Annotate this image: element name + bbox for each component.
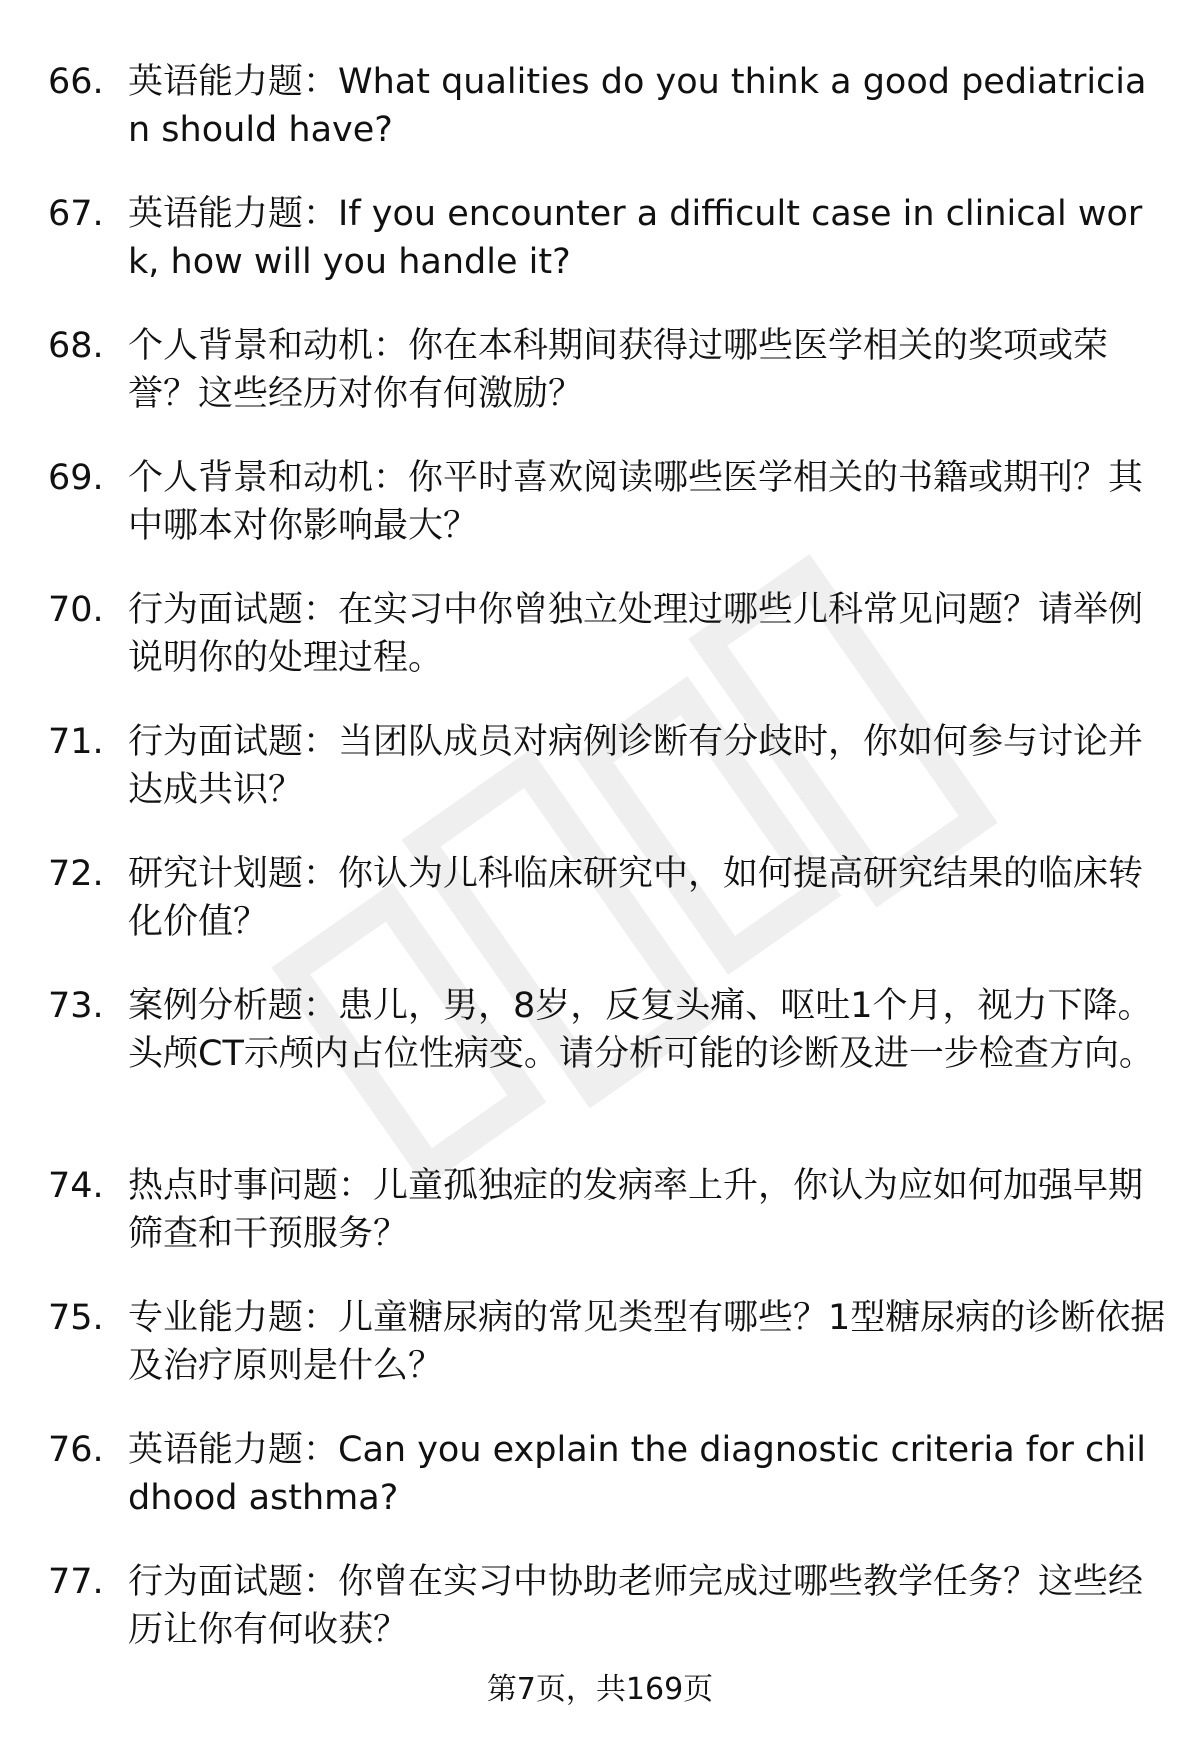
question-number: 72. xyxy=(48,854,104,894)
question-item xyxy=(48,454,1168,550)
question-item xyxy=(48,1162,1168,1258)
page-footer: 第7页，共169页 xyxy=(486,1672,714,1707)
question-number: 73. xyxy=(48,986,104,1026)
question-item xyxy=(48,850,1168,946)
question-item xyxy=(48,322,1168,418)
question-item xyxy=(48,982,1168,1126)
question-text: 专业能力题：儿童糖尿病的常见类型有哪些？1型糖尿病的诊断依据及治疗原则是什么？ xyxy=(128,1298,1166,1386)
question-number: 68. xyxy=(48,326,104,366)
question-item xyxy=(48,718,1168,814)
question-text: 个人背景和动机：你平时喜欢阅读哪些医学相关的书籍或期刊？其中哪本对你影响最大？ xyxy=(128,458,1144,546)
question-text: 研究计划题：你认为儿科临床研究中，如何提高研究结果的临床转化价值？ xyxy=(128,854,1144,942)
question-item xyxy=(48,1426,1168,1522)
question-text: 案例分析题：患儿，男，8岁，反复头痛、呕吐1个月，视力下降。头颅CT示颅内占位性病变。请分析可能的诊断及进一步检查方向。 xyxy=(128,986,1154,1074)
question-text: 行为面试题：在实习中你曾独立处理过哪些儿科常见问题？请举例说明你的处理过程。 xyxy=(128,590,1144,678)
question-item xyxy=(48,58,1168,154)
question-number: 77. xyxy=(48,1562,104,1602)
question-item xyxy=(48,586,1168,682)
question-number: 75. xyxy=(48,1298,104,1338)
question-text: 热点时事问题：儿童孤独症的发病率上升，你认为应如何加强早期筛查和干预服务？ xyxy=(128,1166,1144,1254)
question-text: 行为面试题：当团队成员对病例诊断有分歧时，你如何参与讨论并达成共识？ xyxy=(128,722,1144,810)
question-text: 英语能力题：If you encounter a difficult case in clinical work, how will you handle it? xyxy=(128,194,1143,282)
question-number: 74. xyxy=(48,1166,104,1206)
question-number: 66. xyxy=(48,62,104,102)
question-text: 行为面试题：你曾在实习中协助老师完成过哪些教学任务？这些经历让你有何收获？ xyxy=(128,1562,1144,1650)
question-item xyxy=(48,190,1168,286)
question-text: 英语能力题：What qualities do you think a good pediatrician should have? xyxy=(128,62,1147,150)
question-number: 76. xyxy=(48,1430,104,1470)
question-number: 70. xyxy=(48,590,104,630)
question-number: 71. xyxy=(48,722,104,762)
question-number: 67. xyxy=(48,194,104,234)
question-text: 英语能力题：Can you explain the diagnostic criteria for childhood asthma? xyxy=(128,1430,1146,1518)
question-number: 69. xyxy=(48,458,104,498)
question-list xyxy=(48,58,1168,1690)
question-item xyxy=(48,1294,1168,1390)
question-item xyxy=(48,1558,1168,1654)
question-text: 个人背景和动机：你在本科期间获得过哪些医学相关的奖项或荣誉？这些经历对你有何激励？ xyxy=(128,326,1109,414)
